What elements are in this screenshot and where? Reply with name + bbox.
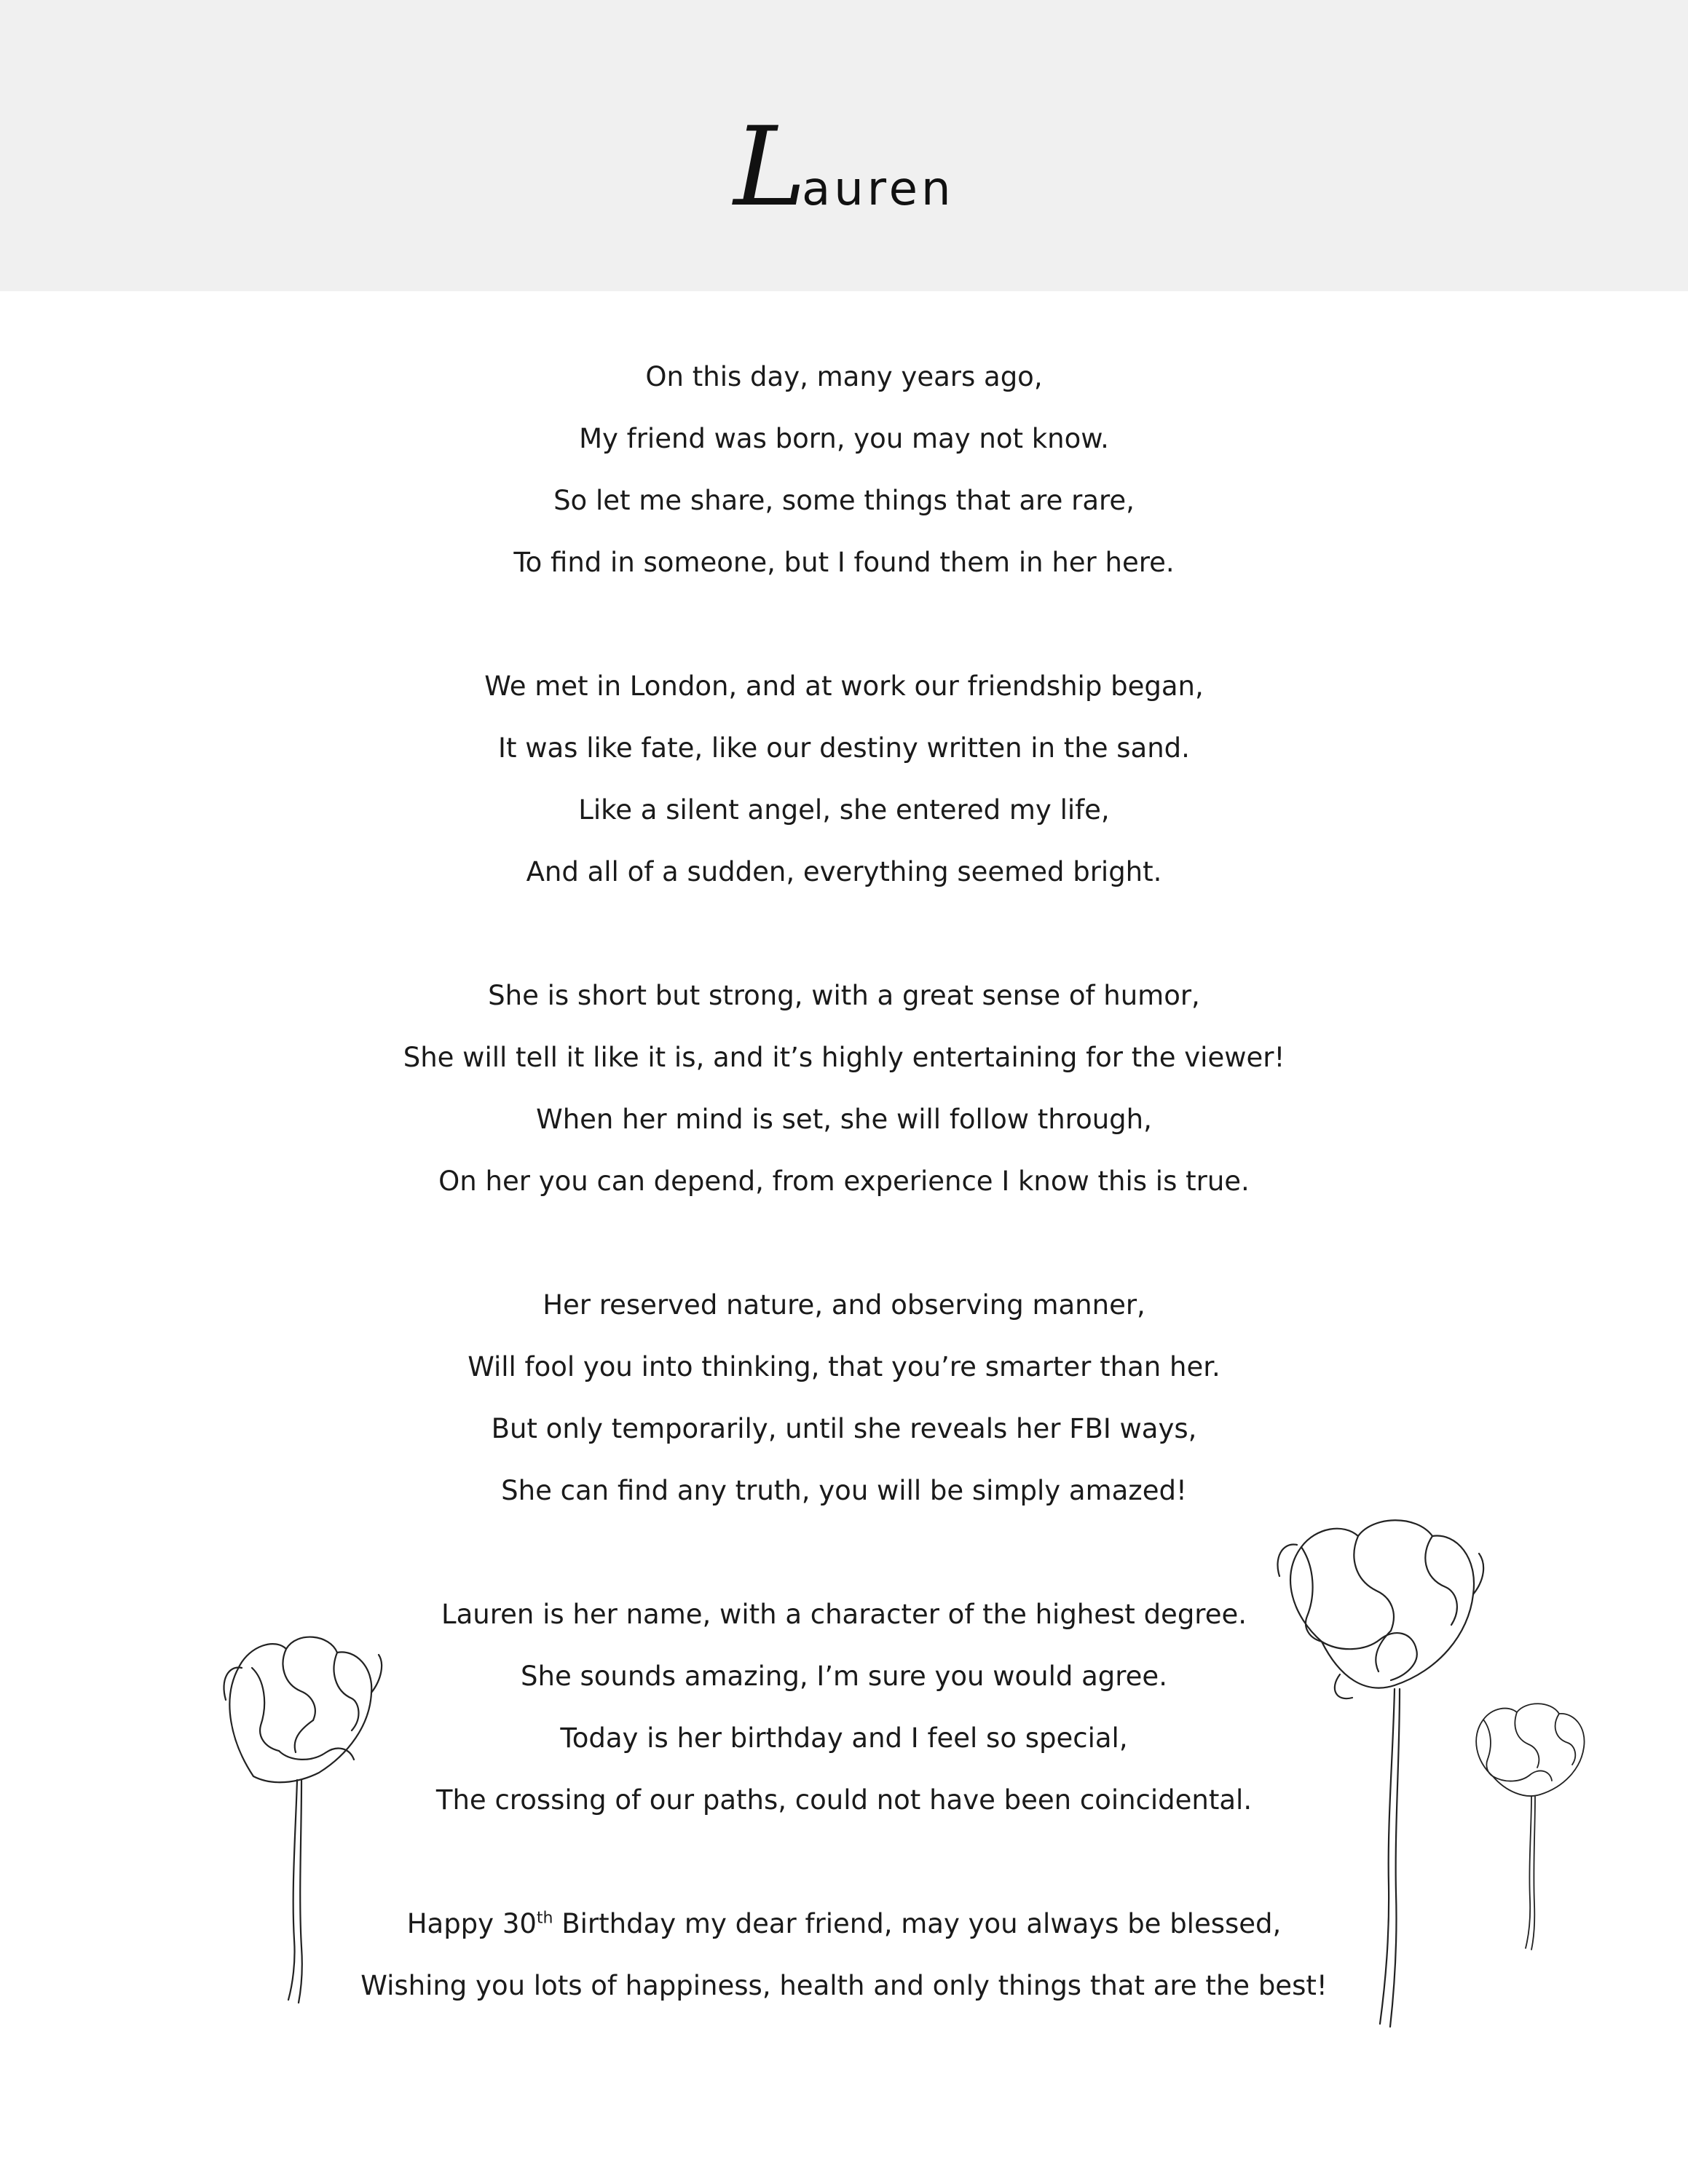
title-rest: auren (801, 162, 955, 216)
poem-line: On this day, many years ago, (645, 361, 1043, 392)
poem-line: She is short but strong, with a great sense of humor, (488, 980, 1200, 1011)
poem-line: But only temporarily, until she reveals her FBI ways, (491, 1413, 1197, 1444)
line-art-flower-icon (210, 1598, 392, 2006)
poem-line: Her reserved nature, and observing manner, (543, 1289, 1145, 1321)
poem-line: To find in someone, but I found them in her here. (513, 547, 1175, 578)
closing-line: Wishing you lots of happiness, health and only things that are the best! (360, 1970, 1328, 2001)
stanza (0, 1274, 1688, 1522)
poem-line: Today is her birthday and I feel so special, (560, 1722, 1128, 1754)
line-art-flower-icon (1271, 1507, 1489, 2031)
ordinal-suffix: th (536, 1909, 553, 1928)
line-art-flower-icon (1467, 1689, 1591, 1951)
poem-line: On her you can depend, from experience I know this is true. (438, 1166, 1250, 1197)
poem-line: When her mind is set, she will follow through, (536, 1104, 1152, 1135)
poem-line: And all of a sudden, everything seemed bright. (526, 856, 1162, 887)
poem-line: We met in London, and at work our friendship began, (484, 670, 1204, 702)
poem-line: She can find any truth, you will be simply amazed! (501, 1475, 1187, 1506)
closing-line-start: Happy 30 (406, 1908, 537, 1939)
stanza (0, 965, 1688, 1212)
closing-line-end: Birthday my dear friend, may you always be blessed, (553, 1908, 1282, 1939)
poem-line: Like a silent angel, she entered my life, (578, 794, 1110, 826)
title-initial: L (733, 104, 802, 231)
poem-line: Lauren is her name, with a character of the highest degree. (441, 1599, 1247, 1630)
poem-line: The crossing of our paths, could not have been coincidental. (435, 1784, 1253, 1816)
poem-line: So let me share, some things that are rare, (553, 485, 1135, 516)
page-title (0, 104, 1688, 231)
poem-line: She will tell it like it is, and it’s highly entertaining for the viewer! (403, 1042, 1285, 1073)
poem-line: She sounds amazing, I’m sure you would agree. (521, 1661, 1167, 1692)
poem-line: My friend was born, you may not know. (579, 423, 1109, 454)
stanza (0, 346, 1688, 593)
poem-line: Will fool you into thinking, that you’re smarter than her. (468, 1351, 1220, 1382)
poem-line: It was like fate, like our destiny written in the sand. (498, 732, 1190, 764)
stanza (0, 655, 1688, 903)
